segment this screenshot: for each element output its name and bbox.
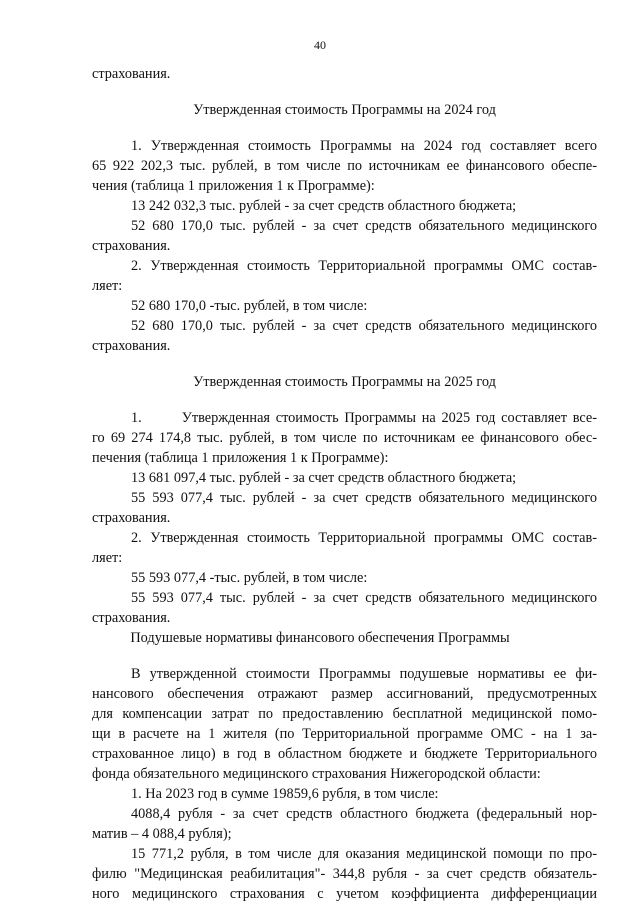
- text-line: 1. Утвержденная стоимость Программы на 2024 год составляет всего: [131, 138, 597, 154]
- text-line: ляет:: [92, 550, 123, 566]
- text-line: 55 593 077,4 -тыс. рублей, в том числе:: [131, 570, 368, 586]
- text-line: филю "Медицинская реабилитация"- 344,8 рубля - за счет средств обязатель-: [92, 866, 597, 882]
- list-number: 1.: [131, 410, 142, 426]
- text-line: печения (таблица 1 приложения 1 к Программе):: [92, 450, 389, 466]
- text-line: ляет:: [92, 278, 123, 294]
- page-number: 40: [314, 38, 326, 52]
- text-line: 2. Утвержденная стоимость Территориальной программы ОМС состав-: [131, 530, 597, 546]
- text-line: страхования.: [92, 338, 171, 354]
- text-line: 65 922 202,3 тыс. рублей, в том числе по источникам ее финансового обеспе-: [92, 158, 597, 174]
- text-line: страхования.: [92, 510, 171, 526]
- text-line: 52 680 170,0 тыс. рублей - за счет средств обязательного медицинского: [131, 218, 597, 234]
- text-line: 55 593 077,4 тыс. рублей - за счет средств обязательного медицинского: [131, 490, 597, 506]
- section-heading-per-capita: Подушевые нормативы финансового обеспечения Программы: [130, 630, 510, 646]
- section-heading-2025: Утвержденная стоимость Программы на 2025 год: [193, 374, 496, 390]
- text-line: В утвержденной стоимости Программы подушевые нормативы ее фи-: [131, 666, 597, 682]
- text-line: 13 681 097,4 тыс. рублей - за счет средств областного бюджета;: [131, 470, 517, 486]
- text-line: 15 771,2 рубля, в том числе для оказания медицинской помощи по про-: [131, 846, 597, 862]
- text-line: страхования.: [92, 66, 171, 82]
- text-line: го 69 274 174,8 тыс. рублей, в том числе по источникам ее финансового обес-: [92, 430, 597, 446]
- text-line: для компенсации затрат по предоставлению бесплатной медицинской помо-: [92, 706, 597, 722]
- text-line: щи в расчете на 1 жителя (по Территориальной программе ОМС - на 1 за-: [92, 726, 597, 742]
- text-line: 1. На 2023 год в сумме 19859,6 рубля, в том числе:: [131, 786, 439, 802]
- text-line: матив – 4 088,4 рубля);: [92, 826, 232, 842]
- text-line: 4088,4 рубля - за счет средств областного бюджета (федеральный нор-: [131, 806, 597, 822]
- text-line: 55 593 077,4 тыс. рублей - за счет средств обязательного медицинского: [131, 590, 597, 606]
- text-line: страхования.: [92, 610, 171, 626]
- text-line: 13 242 032,3 тыс. рублей - за счет средств областного бюджета;: [131, 198, 517, 214]
- text-line: ного медицинского страхования с учетом коэффициента дифференциации: [92, 886, 597, 902]
- section-heading-2024: Утвержденная стоимость Программы на 2024 год: [193, 102, 496, 118]
- text-line: 52 680 170,0 -тыс. рублей, в том числе:: [131, 298, 368, 314]
- text-line: страхования.: [92, 238, 171, 254]
- text-line: нансового обеспечения отражают размер ассигнований, предусмотренных: [92, 686, 597, 702]
- text-line: 2. Утвержденная стоимость Территориальной программы ОМС состав-: [131, 258, 597, 274]
- text-line: фонда обязательного медицинского страхования Нижегородской области:: [92, 766, 541, 782]
- text-line: чения (таблица 1 приложения 1 к Программе):: [92, 178, 375, 194]
- text-line: страхованное лицо) в год в областном бюджете и бюджете Территориального: [92, 746, 597, 762]
- text-line: 52 680 170,0 тыс. рублей - за счет средств обязательного медицинского: [131, 318, 597, 334]
- list-text: Утвержденная стоимость Программы на 2025 год составляет все-: [181, 410, 597, 426]
- text-line: [131, 408, 597, 428]
